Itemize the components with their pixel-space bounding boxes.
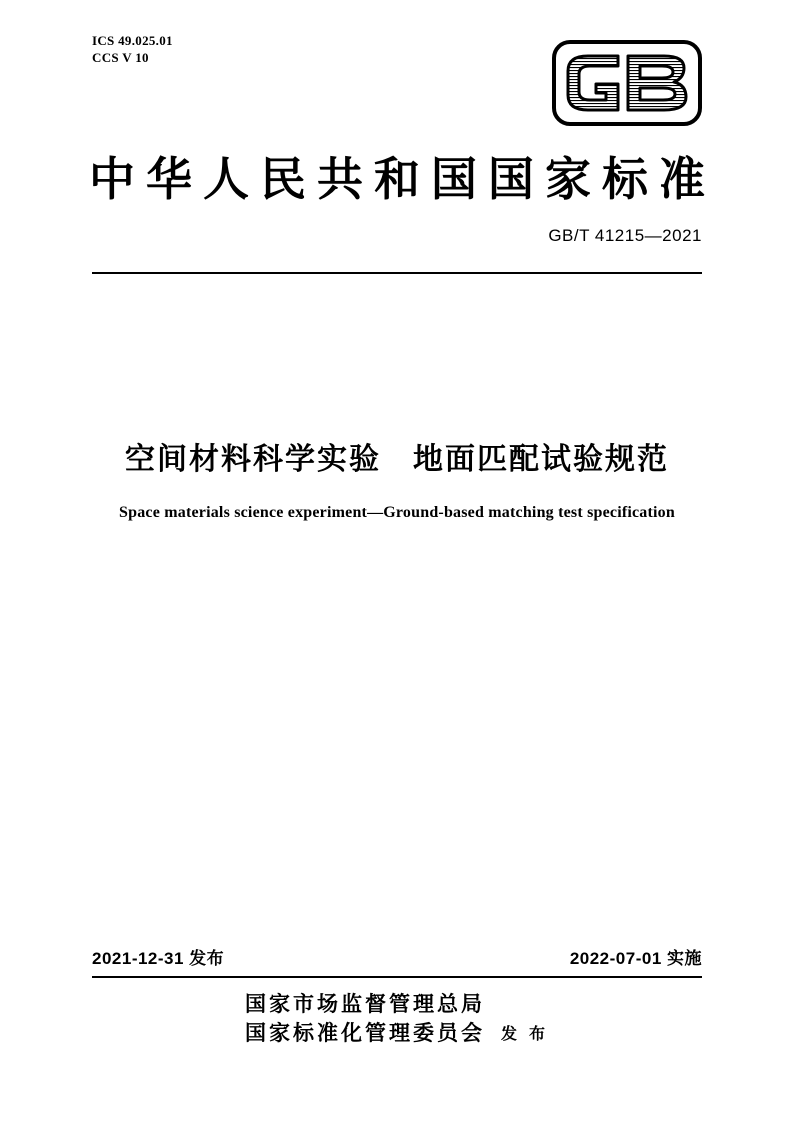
issuer-action-label: 发 布 — [500, 1026, 549, 1043]
divider-bottom — [92, 976, 702, 978]
ics-code: ICS 49.025.01 — [92, 33, 173, 48]
issuer-line-2: 国家标准化管理委员会 — [244, 1021, 485, 1045]
document-title-english: Space materials science experiment—Ground-based matching test specification — [119, 504, 675, 521]
issuer-names — [245, 990, 485, 1048]
issuing-bodies — [0, 990, 794, 1048]
standard-number: GB/T 41215—2021 — [548, 226, 702, 245]
issuer-line-1: 国家市场监督管理总局 — [244, 992, 485, 1016]
effective-date: 2022-07-01 实施 — [569, 949, 702, 968]
ccs-code: CCS V 10 — [92, 50, 149, 65]
national-standard-title: 中华人民共和国国家标准 — [89, 154, 716, 205]
divider-top — [92, 272, 702, 274]
document-title-chinese: 空间材料科学实验 地面匹配试验规范 — [125, 443, 669, 476]
issue-date: 2021-12-31 发布 — [92, 949, 225, 968]
gb-emblem-icon — [552, 40, 702, 126]
classification-codes — [92, 32, 173, 66]
